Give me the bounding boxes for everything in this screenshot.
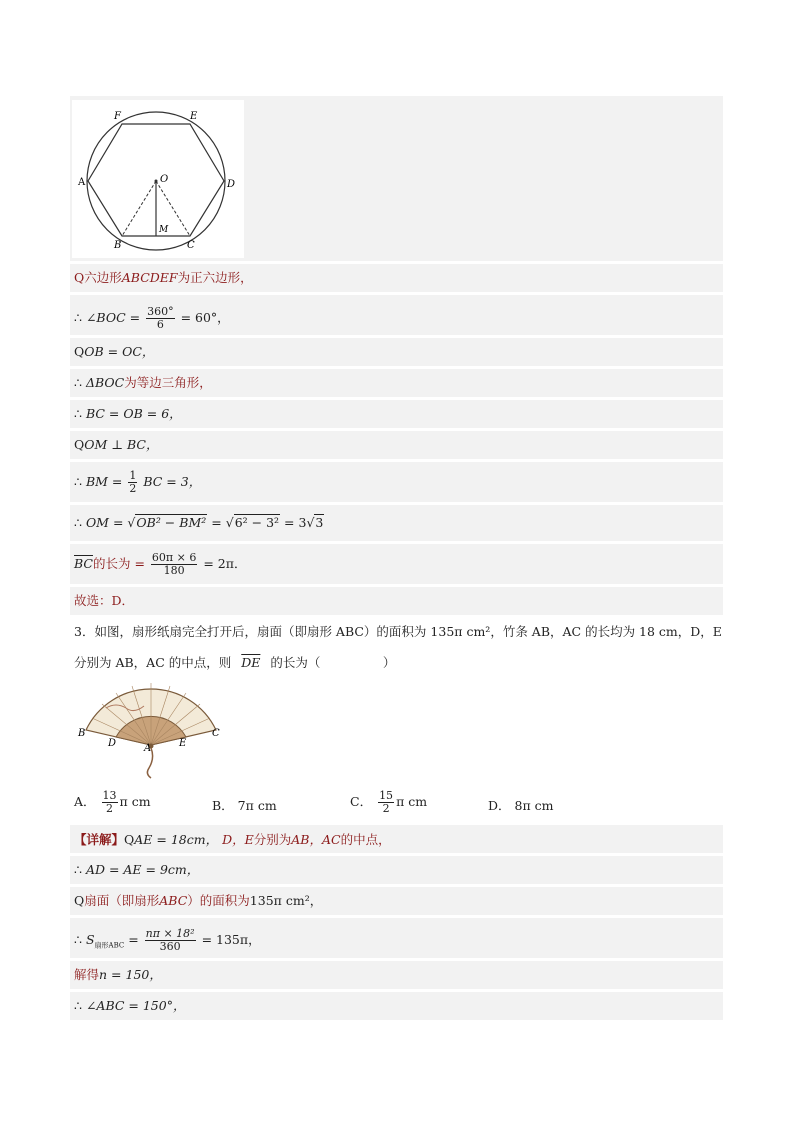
band [70,431,723,459]
label-D: D [227,179,236,190]
sol-line-3: QOB = OC， [74,344,155,359]
fan-label-A: A [144,743,152,754]
fan-figure [76,680,226,780]
label-C: C [187,240,195,251]
sol-line-5: ∴ BC = OB = 6， [74,406,182,421]
sol-line-2: ∴ ∠BOC = $\frac{360^\circ}{6}$ = 60°， [74,305,230,331]
band [70,587,723,615]
label-O: O [160,174,169,185]
option-d: D． 8π cm [488,798,554,813]
sol3-line-4: ∴ $S_{扇形ABC}$ = $\frac{\text{nπ × 18²}}{360}$ = 135π， [74,927,261,953]
option-b: B． 7π cm [212,798,277,813]
fan-label-E: E [179,738,187,749]
label-E: E [190,111,198,122]
option-c: C． $\frac{15}{2}$ π cm [350,789,428,815]
label-B: B [114,240,122,251]
band [70,338,723,366]
fan-label-D: D [108,738,117,749]
sol3-line-5: 解得n = 150， [74,967,162,982]
label-M: M [159,225,169,235]
fan-label-C: C [212,728,220,739]
sol-answer: 故选：D． [74,593,135,608]
arc-de: $\overline{DE}$ [241,655,261,670]
sol3-line-3: Q扇面（即扇形ABC）的面积为135π cm²， [74,893,323,908]
sol-line-1: Q六边形ABCDEF为正六边形， [74,270,253,285]
sol-line-9: $\overline{BC}$的长为 = $\frac{60\pi \times 6}{180}$ = 2π． [74,551,247,577]
question-3-line-2: 分别为 AB，AC 的中点，则 $\overline{DE}$ 的长为（ ） [74,655,396,670]
sol3-line-6: ∴ ∠ABC = 150°， [74,998,186,1013]
fan-label-B: B [78,728,86,739]
arc-bc: $\overline{BC}$ [74,556,93,571]
sol-line-4: ∴ ΔBOC为等边三角形， [74,375,212,390]
option-a: A． $\frac{13}{2}$ π cm [74,789,151,815]
band [70,961,723,989]
hexagon-figure [72,100,244,258]
sol3-line-1: 【详解】QAE = 18cm， D，E分别为AB，AC的中点， [74,832,391,847]
sol-line-8: ∴ OM = √OB² − BM² = √6² − 3² = 3√3 [74,515,324,530]
sol-line-6: QOM ⊥ BC， [74,437,159,452]
label-F: F [114,111,121,122]
label-A: A [78,177,86,188]
sol3-line-2: ∴ AD = AE = 9cm， [74,862,200,877]
question-3-line-1: 3．如图，扇形纸扇完全打开后，扇面（即扇形 ABC）的面积为 135π cm²，竹条 AB，AC 的长均为 18 cm，D，E [74,624,722,639]
sol-line-7: ∴ BM = $\frac{1}{2}$ BC = 3， [74,469,202,495]
